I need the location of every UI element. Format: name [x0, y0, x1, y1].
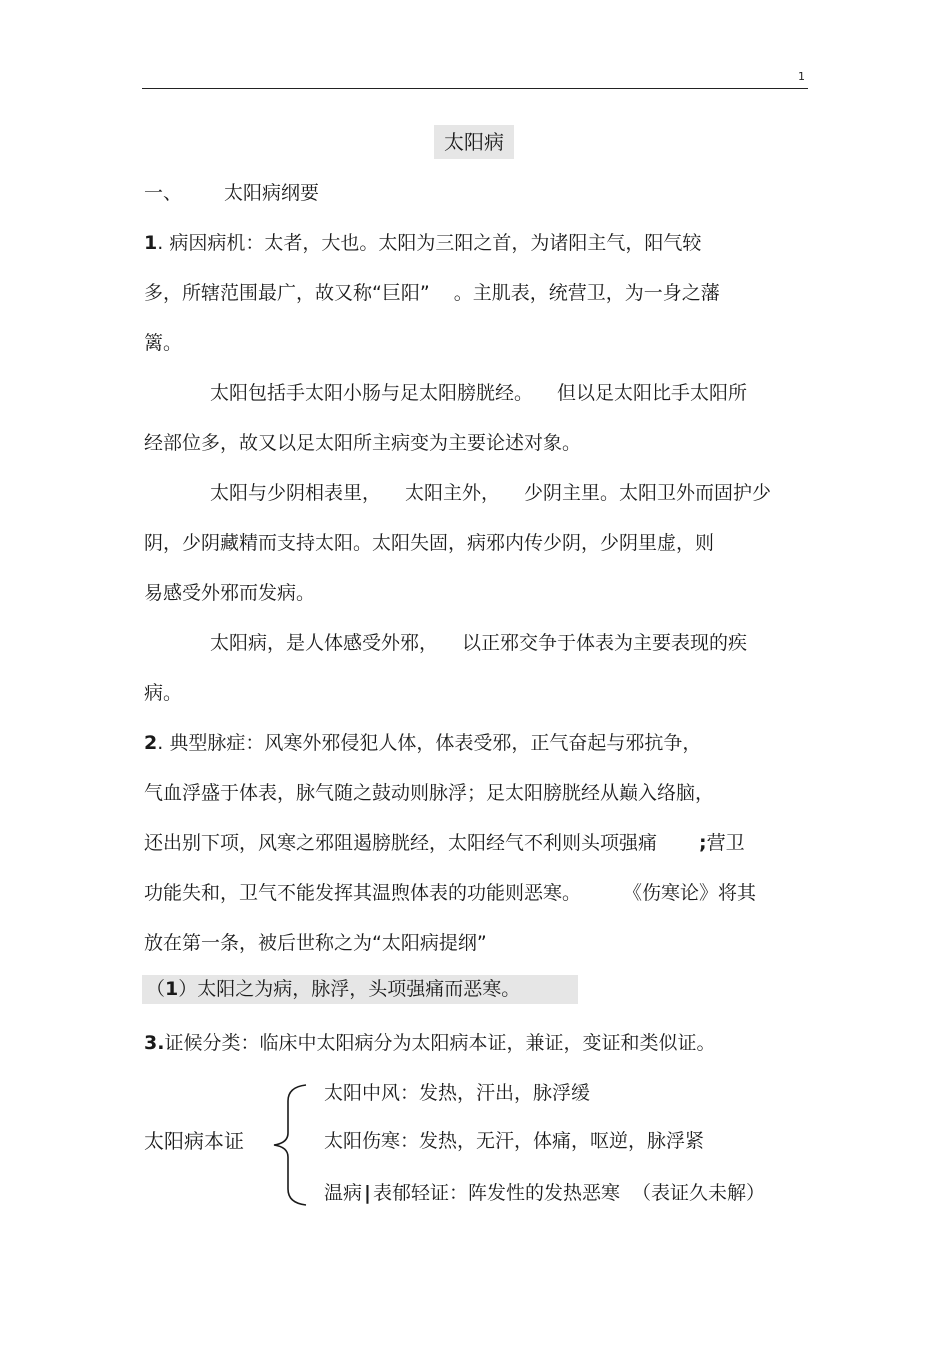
item2-l3a: 还出别下项，风寒之邪阻遏膀胱经，太阳经气不利则头项强痛	[144, 832, 658, 854]
tree-root: 太阳病本证	[144, 1129, 244, 1153]
item1-text: . 病因病机：太者，大也。太阳为三阳之首，为诸阳主气，阳气较	[157, 232, 702, 254]
item2-text: . 典型脉症：风寒外邪侵犯人体，体表受邪，正气奋起与邪抗争，	[157, 732, 702, 754]
p3l1a: 太阳与少阴相表里，	[210, 482, 382, 504]
item2-line5: 放在第一条，被后世称之为“太阳病提纲”	[144, 932, 487, 954]
p4l1b: 以正邪交争于体表为主要表现的疾	[462, 632, 748, 654]
item1-p3-line1	[210, 480, 771, 506]
item2-line2: 气血浮盛于体表，脉气随之鼓动则脉浮；足太阳膀胱经从巅入络脑，	[144, 782, 715, 804]
page-number: 1	[798, 70, 805, 83]
p2l1b: 但以足太阳比手太阳所	[557, 382, 748, 404]
branch3-c: （表证久未解）	[631, 1182, 765, 1204]
item1-line2	[144, 280, 720, 306]
item1-p3-line2: 阴，少阴藏精而支持太阳。太阳失固，病邪内传少阴，少阴里虚，则	[144, 532, 715, 554]
item1-line3: 篱。	[144, 332, 183, 354]
item2-l4a: 功能失和，卫气不能发挥其温煦体表的功能则恶寒。	[144, 882, 582, 904]
item2-number: 2	[144, 732, 158, 754]
header-rule	[142, 88, 808, 89]
brace-icon	[268, 1083, 310, 1207]
item2-l3c: 营卫	[706, 832, 745, 854]
section-heading	[144, 180, 319, 206]
page-title: 太阳病	[434, 125, 514, 159]
item1-p2-line1	[210, 380, 747, 406]
quote-text: ）太阳之为病，脉浮，头项强痛而恶寒。	[178, 978, 521, 1000]
tree-branch-3	[324, 1180, 765, 1206]
item3-line1	[144, 1030, 715, 1056]
item1-p4-line1	[210, 630, 747, 656]
item2-line4	[144, 880, 756, 906]
item2-semicolon: ;	[699, 832, 707, 854]
branch3-b: 表郁轻证：阵发性的发热恶寒	[372, 1182, 620, 1204]
branch3-a: 温病	[324, 1182, 363, 1204]
section-title: 太阳病纲要	[224, 182, 320, 204]
tree-branch-1: 太阳中风：发热，汗出，脉浮缓	[324, 1082, 591, 1104]
quote-number: 1	[165, 978, 179, 1000]
item3-text: 证候分类：临床中太阳病分为太阳病本证，兼证，变证和类似证。	[164, 1032, 716, 1054]
item2-line1	[144, 730, 701, 756]
item1-p2-line2: 经部位多，故又以足太阳所主病变为主要论述对象。	[144, 432, 582, 454]
item1-p3-line3: 易感受外邪而发病。	[144, 582, 316, 604]
p3l1c: 少阴主里。太阳卫外而固护少	[524, 482, 772, 504]
item1-l2b: 。主肌表，统营卫，为一身之藩	[453, 282, 720, 304]
item3-number: 3.	[144, 1032, 165, 1054]
tree-branch-2: 太阳伤寒：发热，无汗，体痛，呕逆，脉浮紧	[324, 1130, 705, 1152]
quote-open: （	[146, 978, 166, 1000]
item1-p4-line2: 病。	[144, 682, 183, 704]
p4l1a: 太阳病，是人体感受外邪，	[210, 632, 439, 654]
item1-l2a: 多，所辖范围最广，故又称“巨阳”	[144, 282, 430, 304]
item1-line1	[144, 230, 701, 256]
p3l1b: 太阳主外，	[405, 482, 501, 504]
highlighted-quote	[142, 975, 578, 1004]
p2l1a: 太阳包括手太阳小肠与足太阳膀胱经。	[210, 382, 534, 404]
item2-l4b: 《伤寒论》将其	[623, 882, 757, 904]
item1-number: 1	[144, 232, 158, 254]
section-label: 一、	[144, 182, 183, 204]
item2-line3	[144, 830, 745, 856]
branch3-bar: |	[364, 1182, 371, 1204]
